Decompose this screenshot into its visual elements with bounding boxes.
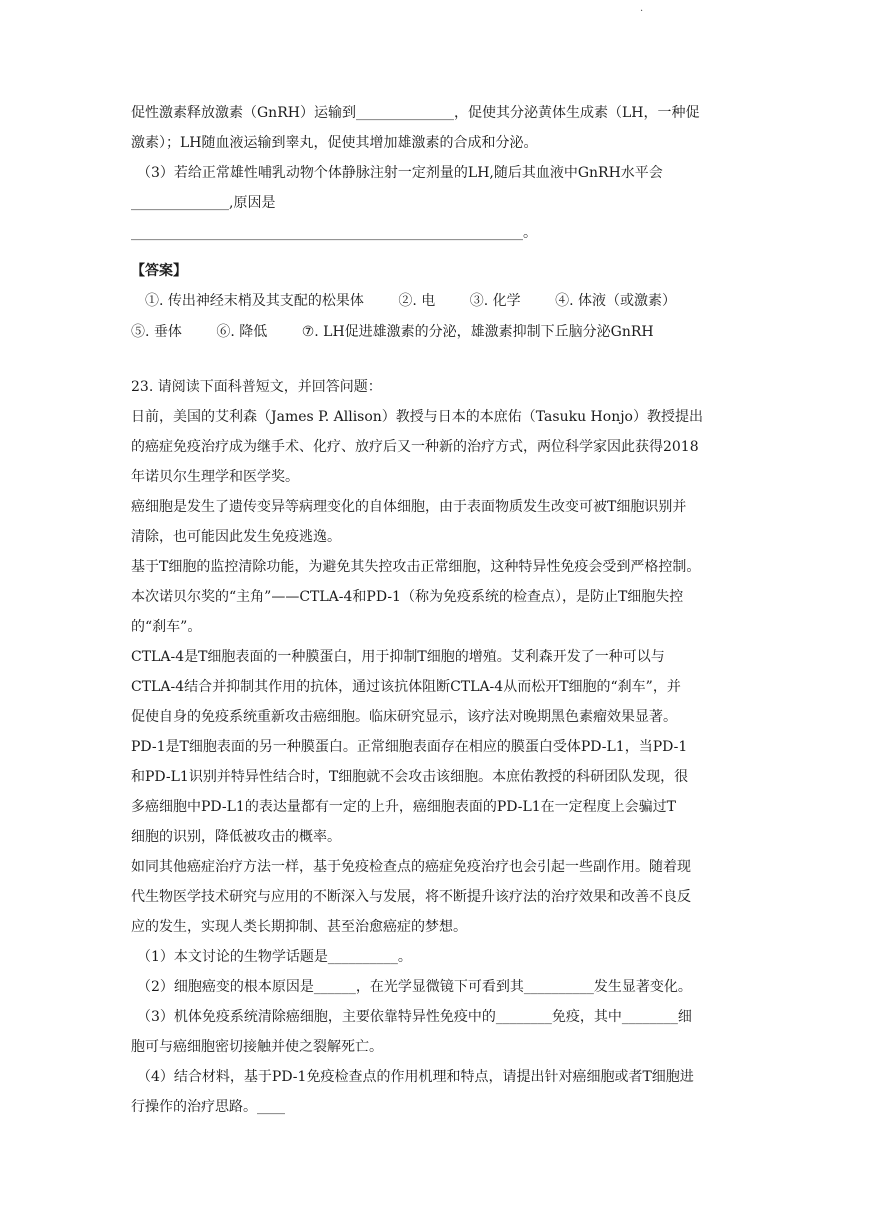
q23-line: 本次诺贝尔奖的“主角”——CTLA-4和PD-1（称为免疫系统的检查点），是防止T细胞失控	[131, 589, 684, 605]
q23-line: 的“刹车”。	[131, 619, 202, 635]
q23-subq-1: （1）本文讨论的生物学话题是__________。	[137, 949, 412, 965]
answer-row-2	[131, 317, 741, 348]
q23-line: CTLA-4结合并抑制其作用的抗体，通过该抗体阻断CTLA-4从而松开T细胞的“刹车”，并	[131, 679, 681, 695]
answer-title: 【答案】	[131, 263, 187, 279]
answer-item: ①. 传出神经末梢及其支配的松果体	[145, 293, 364, 309]
q22-line-4: ______________,原因是	[131, 195, 276, 211]
answer-item: ⑦. LH促进雄激素的分泌，雄激素抑制下丘脑分泌GnRH	[301, 324, 654, 340]
q23-subq-2: （2）细胞癌变的根本原因是______，在光学显微镜下可看到其__________发生显著变化。	[137, 979, 692, 995]
q23-line: 胞可与癌细胞密切接触并使之裂解死亡。	[131, 1039, 383, 1055]
q23-subq-4: （4）结合材料，基于PD-1免疫检查点的作用机理和特点，请提出针对癌细胞或者T细胞进	[137, 1069, 694, 1085]
q23-line: 年诺贝尔生理学和医学奖。	[131, 469, 299, 485]
q23-line: 癌细胞是发生了遗传变异等病理变化的自体细胞，由于表面物质发生改变可被T细胞识别并	[131, 499, 687, 515]
q23-line: 日前，美国的艾利森（James P. Allison）教授与日本的本庶佑（Tasuku Honjo）教授提出	[131, 409, 703, 425]
q22-line-1: 促性激素释放激素（GnRH）运输到______________，促使其分泌黄体生成素（LH，一种促	[131, 105, 700, 121]
q23-line: PD-1是T细胞表面的另一种膜蛋白。正常细胞表面存在相应的膜蛋白受体PD-L1，当PD-1	[131, 739, 688, 755]
answer-row-1	[131, 286, 741, 317]
q23-title: 23. 请阅读下面科普短文，并回答问题：	[131, 379, 382, 395]
document-body	[131, 98, 741, 1122]
q22-line-5: ________________________________________________________。	[131, 225, 537, 241]
q23-subq-3: （3）机体免疫系统清除癌细胞，主要依靠特异性免疫中的________免疫，其中________细	[137, 1009, 692, 1025]
q23-line: 多癌细胞中PD-L1的表达量都有一定的上升，癌细胞表面的PD-L1在一定程度上会骗过T	[131, 799, 677, 815]
q23-line: 应的发生，实现人类长期抑制、甚至治愈癌症的梦想。	[131, 919, 467, 935]
answer-item: ②. 电	[398, 293, 436, 309]
q23-line: CTLA-4是T细胞表面的一种膜蛋白，用于抑制T细胞的增殖。艾利森开发了一种可以与	[131, 649, 665, 665]
q23-line: 如同其他癌症治疗方法一样，基于免疫检查点的癌症免疫治疗也会引起一些副作用。随着现	[131, 859, 691, 875]
answer-item: ④. 体液（或激素）	[555, 293, 676, 309]
answer-item: ③. 化学	[469, 293, 521, 309]
q22-line-2: 激素）；LH随血液运输到睾丸，促使其增加雄激素的合成和分泌。	[131, 135, 538, 151]
q23-line: 和PD-L1识别并特异性结合时，T细胞就不会攻击该细胞。本庶佑教授的科研团队发现，很	[131, 769, 689, 785]
q23-line: 的癌症免疫治疗成为继手术、化疗、放疗后又一种新的治疗方式，两位科学家因此获得2018	[131, 439, 699, 455]
q22-line-3: （3）若给正常雄性哺乳动物个体静脉注射一定剂量的LH,随后其血液中GnRH水平会	[137, 165, 663, 181]
answer-item: ⑥. 降低	[216, 324, 268, 340]
q23-line: 促使自身的免疫系统重新攻击癌细胞。临床研究显示，该疗法对晚期黑色素瘤效果显著。	[131, 709, 677, 725]
header-dot: ·	[640, 6, 644, 17]
q23-line: 行操作的治疗思路。____	[131, 1099, 285, 1115]
q23-line: 清除，也可能因此发生免疫逃逸。	[131, 529, 341, 545]
answer-item: ⑤. 垂体	[131, 324, 182, 340]
q23-line: 细胞的识别，降低被攻击的概率。	[131, 829, 341, 845]
q23-line: 基于T细胞的监控清除功能，为避免其失控攻击正常细胞，这种特异性免疫会受到严格控制。	[131, 559, 701, 575]
q23-line: 代生物医学技术研究与应用的不断深入与发展，将不断提升该疗法的治疗效果和改善不良反	[131, 889, 691, 905]
